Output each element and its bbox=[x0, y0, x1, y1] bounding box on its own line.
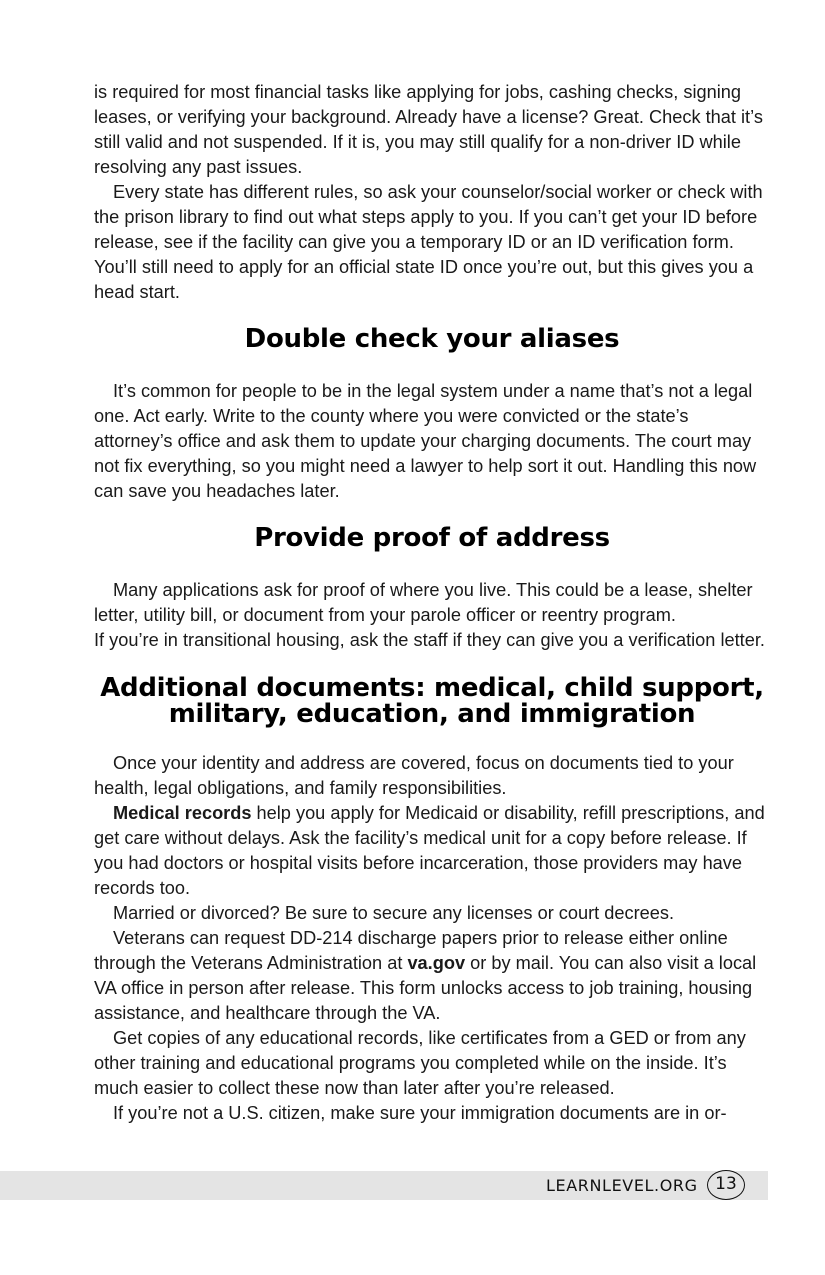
intro-paragraph-1: is required for most financial tasks like applying for jobs, cashing checks, signing leases, or verifying your background. Already have a license? Great. Check that it’s still valid and not suspended. If it is, you may still qualify for a non-driver ID while resolving any past issues. bbox=[94, 82, 763, 177]
additional-heading-line-2: military, education, and immigration bbox=[168, 699, 696, 729]
intro-paragraph-2: Every state has different rules, so ask your counselor/social worker or check with the prison library to find out what steps apply to you. If you can’t get your ID before release, see if the facility can give you a temporary ID or an ID verification form. You’ll still need to apply for an official state ID once you’re out, but this gives you a head start. bbox=[94, 182, 763, 302]
veterans-text-after: or by mail. You can also visit a local VA office in person after release. This form unlocks access to job training, housing assistance, and healthcare through the VA. bbox=[94, 953, 757, 1023]
address-paragraph-2: If you’re in transitional housing, ask the staff if they can give you a verification letter. bbox=[94, 630, 765, 650]
medical-records-paragraph bbox=[94, 801, 770, 901]
veterans-text-before: Veterans can request DD-214 discharge papers prior to release either online through the Veterans Administration at bbox=[94, 928, 728, 973]
immigration-paragraph: If you’re not a U.S. citizen, make sure your immigration documents are in or- bbox=[113, 1103, 727, 1123]
additional-documents-heading bbox=[94, 675, 770, 727]
additional-paragraph-1: Once your identity and address are covered, focus on documents tied to your health, legal obligations, and family responsibilities. bbox=[94, 753, 734, 798]
medical-records-label: Medical records bbox=[113, 803, 252, 823]
page-number: 13 bbox=[707, 1170, 745, 1200]
education-paragraph: Get copies of any educational records, like certificates from a GED or from any other training and educational programs you completed while on the inside. It’s much easier to collect these now than later after you’re released. bbox=[94, 1028, 746, 1098]
medical-records-text: help you apply for Medicaid or disability, refill prescriptions, and get care without delays. Ask the facility’s medical unit for a copy before release. If you had doctors or hospital visits before incarceration, those providers may have records too. bbox=[94, 803, 765, 898]
aliases-paragraph: It’s common for people to be in the legal system under a name that’s not a legal one. Act early. Write to the county where you were convicted or the state’s attorney’s office and ask them to update your charging documents. The court may not fix everything, so you might need a lawyer to help sort it out. Handling this now can save you headaches later. bbox=[94, 381, 757, 501]
address-heading: Provide proof of address bbox=[254, 523, 610, 553]
va-gov-link: va.gov bbox=[407, 953, 466, 973]
footer-site: LEARNLEVEL.ORG bbox=[546, 1176, 698, 1195]
aliases-heading: Double check your aliases bbox=[244, 324, 620, 354]
page-content bbox=[94, 80, 770, 1126]
address-paragraph-1: Many applications ask for proof of where you live. This could be a lease, shelter letter, utility bill, or document from your parole officer or reentry program. bbox=[94, 580, 753, 625]
additional-heading-line-1: Additional documents: medical, child support, bbox=[100, 673, 764, 703]
marriage-paragraph: Married or divorced? Be sure to secure any licenses or court decrees. bbox=[113, 903, 675, 923]
veterans-paragraph bbox=[94, 926, 770, 1026]
